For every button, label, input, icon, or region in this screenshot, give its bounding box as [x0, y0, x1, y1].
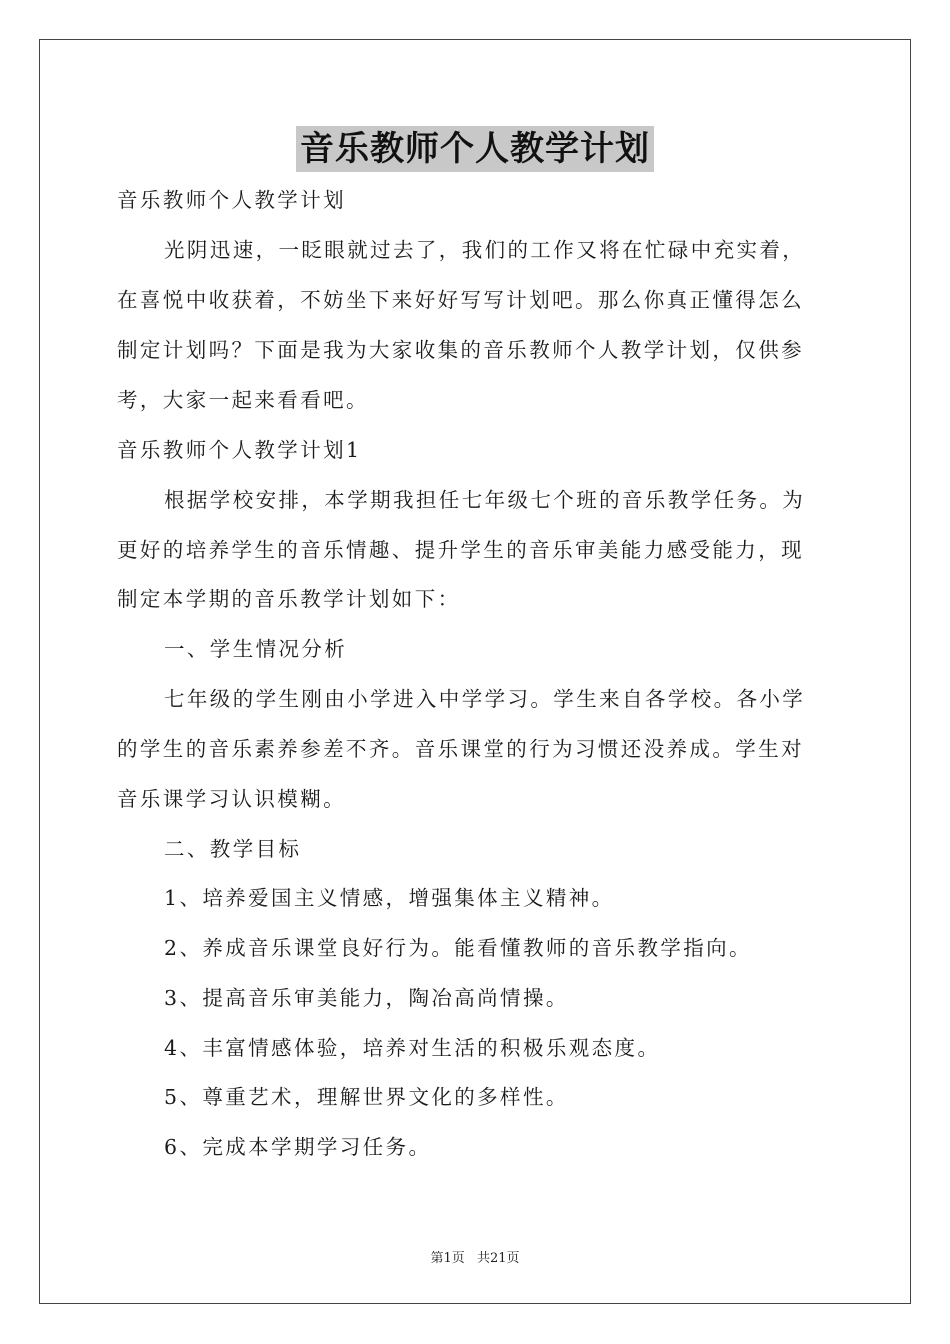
part1-line-1: 七年级的学生刚由小学进入中学学习。学生来自各学校。各小学 [164, 687, 806, 711]
page-number-total: 共21页 [476, 1251, 520, 1266]
page-border [39, 39, 911, 1304]
part1-line-2: 的学生的音乐素养参差不齐。音乐课堂的行为习惯还没养成。学生对 [117, 737, 804, 761]
section1-heading: 音乐教师个人教学计划1 [117, 438, 362, 462]
document-title: 音乐教师个人教学计划 [296, 126, 654, 172]
goal-item: 1、培养爱国主义情感，增强集体主义精神。 [164, 886, 615, 910]
section1-line-2: 更好的培养学生的音乐情趣、提升学生的音乐审美能力感受能力，现 [117, 538, 804, 562]
goal-item: 6、完成本学期学习任务。 [164, 1135, 432, 1159]
part2-heading: 二、教学目标 [164, 837, 302, 861]
part1-line-3: 音乐课学习认识模糊。 [117, 787, 346, 811]
section1-line-1: 根据学校安排，本学期我担任七年级七个班的音乐教学任务。为 [164, 488, 806, 512]
intro-line-4: 考，大家一起来看看吧。 [117, 388, 369, 412]
goal-item: 4、丰富情感体验，培养对生活的积极乐观态度。 [164, 1036, 661, 1060]
intro-line-2: 在喜悦中收获着，不妨坐下来好好写写计划吧。那么你真正懂得怎么 [117, 288, 804, 312]
document-subtitle: 音乐教师个人教学计划 [117, 188, 346, 212]
goal-item: 5、尊重艺术，理解世界文化的多样性。 [164, 1085, 569, 1109]
goal-item: 2、养成音乐课堂良好行为。能看懂教师的音乐教学指向。 [164, 936, 752, 960]
title-wrap [0, 126, 950, 172]
intro-line-3: 制定计划吗？下面是我为大家收集的音乐教师个人教学计划，仅供参 [117, 338, 804, 362]
part1-heading: 一、学生情况分析 [164, 637, 348, 661]
page-footer [0, 1247, 950, 1266]
goal-item: 3、提高音乐审美能力，陶冶高尚情操。 [164, 986, 569, 1010]
intro-line-1: 光阴迅速，一眨眼就过去了，我们的工作又将在忙碌中充实着， [164, 238, 806, 262]
page-number-current: 第1页 [430, 1251, 465, 1266]
section1-line-3: 制定本学期的音乐教学计划如下： [117, 587, 461, 611]
